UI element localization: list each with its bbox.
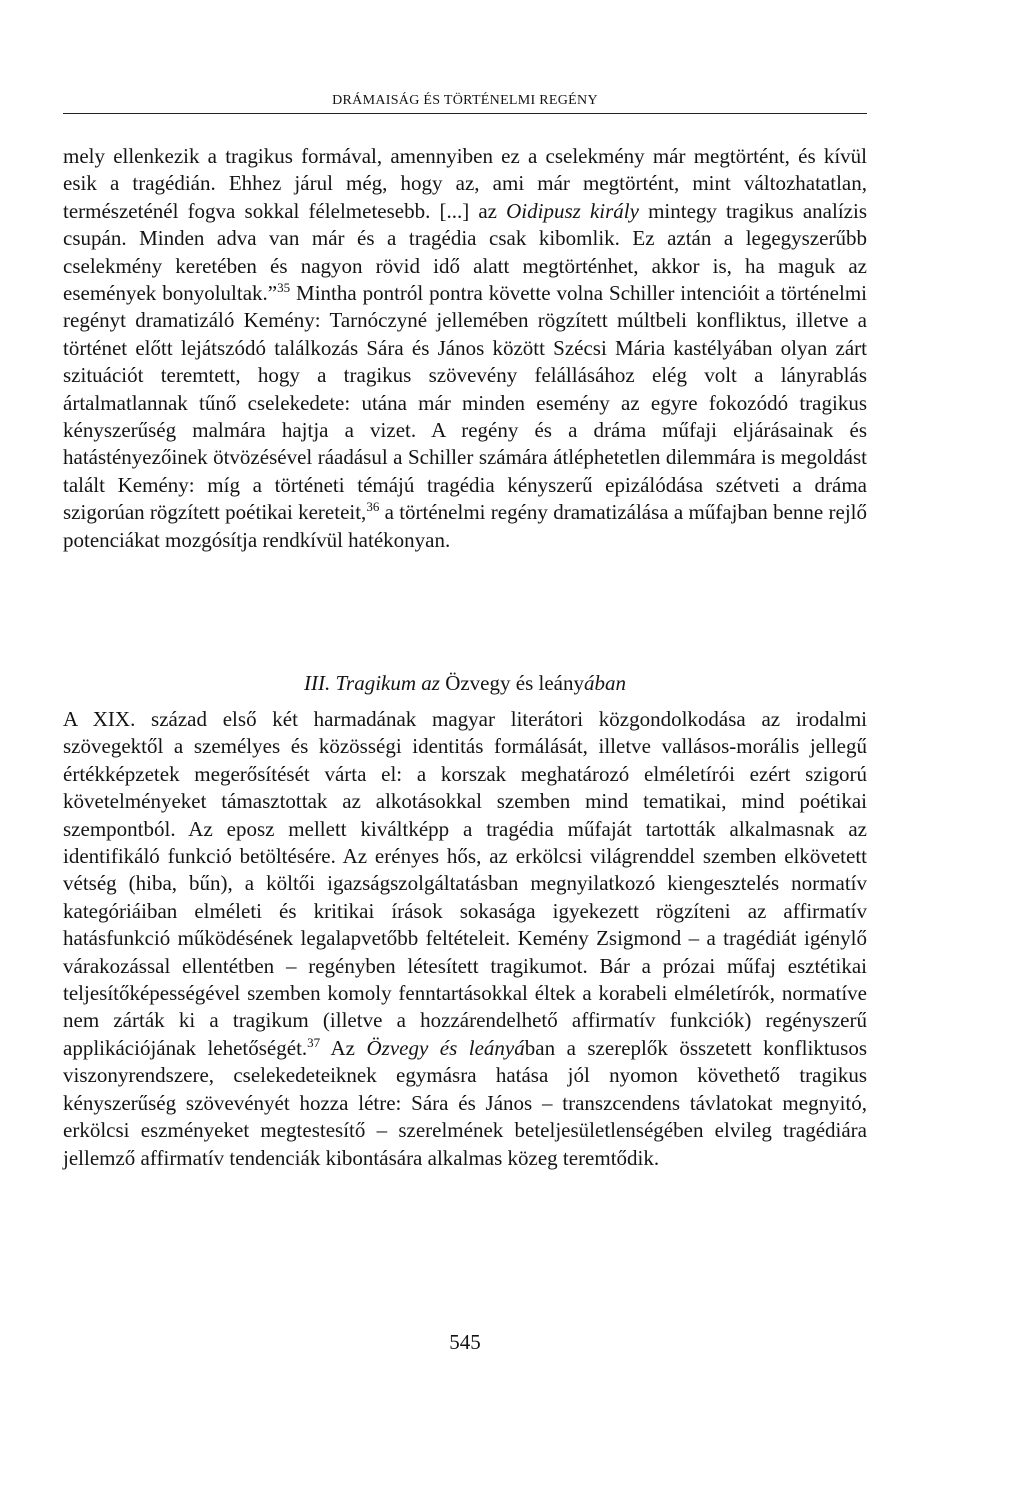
- para1-text-3: Mintha pontról pontra követte volna Schiller intencióit a történelmi regényt dramatizáló Kemény: Tarnóczyné jellemében rögzített múltbeli konfliktus, illetve a történet előtt lejátszódó találkozás Sára és János között Szécsi Mária kastélyában olyan zárt szituációt teremtett, hogy a tragikus szövevény felállásához elég volt a lányrablás ártalmatlannak tűnő cselekedete: utána már minden esemény az egyre fokozódó tragikus kényszerűség malmára hajtja a vizet. A regény és a dráma műfaji eljárásainak és hatástényezőinek ötvözésével ráadásul a Schiller számára átléphetetlen dilemmára is megoldást talált Kemény: míg a történeti témájú tragédia kényszerű epizálódása szétveti a dráma szigorúan rögzített poétikai kereteit,: [63, 281, 868, 525]
- para1-text-2: mintegy tragikus analízis csupán. Minden adva van már és a tragédia csak kibomlik. Ez aztán a legegyszerűbb cselekmény keretében és nagyon rövid idő alatt megtörténhet, akkor is, ha maguk az események bonyolultak.”: [63, 198, 867, 306]
- footnote-ref-37: 37: [307, 1034, 321, 1050]
- footnote-ref-36: 36: [366, 499, 380, 515]
- page-number: 545: [449, 1330, 481, 1354]
- running-header: DRÁMAISÁG ÉS TÖRTÉNELMI REGÉNY: [63, 93, 867, 114]
- para2-text-2: Az: [320, 1035, 367, 1060]
- work-title-ozvegy: Özvegy és leányá: [366, 1035, 525, 1060]
- para2-text-1: A XIX. század első két harmadának magyar literátori közgondolkodása az irodalmi szövegektől a személyes és közösségi identitás formálását, illetve vallásos-morális jellegű értékképzetek megerősítését várta el: a korszak meghatározó elméletírói ezért szigorú követelményeket támasztottak az alkotásokkal szemben mind tematikai, mind poétikai szempontból. Az eposz mellett kiváltképp a tragédia műfaját tartották alkalmasnak az identifikáló funkció betöltésére. Az erényes hős, az erkölcsi világrenddel szemben elkövetett vétség (hiba, bűn), a költői igazságszolgáltatásban megnyilatkozó kiengesztelés normatív kategóriáiban elméleti és kritikai írások sokasága igyekezett rögzíteni az affirmatív hatásfunkció működésének legalapvetőbb feltételeit. Kemény Zsigmond – a tragédiát igénylő várakozással ellentétben – regényben létesített tragikumot. Bár a prózai műfaj esztétikai teljesítőképességével szemben komoly fenntartásokkal éltek a korabeli elméletírók, normatíve nem zárták ki a tragikum (illetve a hozzárendelhető affirmatív funkciók) regényszerű applikációjának lehetőségét.: [63, 707, 867, 1060]
- footnote-ref-35: 35: [277, 280, 291, 296]
- section-title-part-1: Tragikum az: [335, 671, 440, 695]
- work-title-oidipusz: Oidipusz király: [506, 198, 639, 223]
- section-title-part-2: Özvegy és leány: [445, 671, 584, 695]
- section-numeral: III.: [304, 671, 331, 695]
- para1-text-4: a történelmi regény dramatizálása a műfajban benne rejlő potenciákat mozgósítja rendkívül hatékonyan.: [63, 500, 867, 552]
- section-title-part-3: ában: [583, 671, 626, 695]
- body-paragraph-2: [63, 706, 867, 1172]
- body-paragraph-1: [63, 143, 867, 554]
- para2-text-3: ban a szereplők összetett konfliktusos viszonyrendszere, cselekedeteiknek egymásra hatása jól nyomon követhető tragikus kényszerűség szövevényét hozza létre: Sára és János – transzcendens távlatokat megnyitó, erkölcsi eszményeket megtestesítő – szerelmének beteljesületlenségében elvileg tragédiára jellemző affirmatív tendenciák kibontására alkalmas közeg teremtődik.: [63, 1035, 867, 1170]
- para1-text-1: mely ellenkezik a tragikus formával, amennyiben ez a cselekmény már megtörtént, és kívül esik a tragédián. Ehhez járul még, hogy az, ami már megtörtént, mint változhatatlan, természeténél fogva sokkal félelmetesebb. [...] az: [63, 144, 867, 223]
- section-heading: [63, 671, 867, 696]
